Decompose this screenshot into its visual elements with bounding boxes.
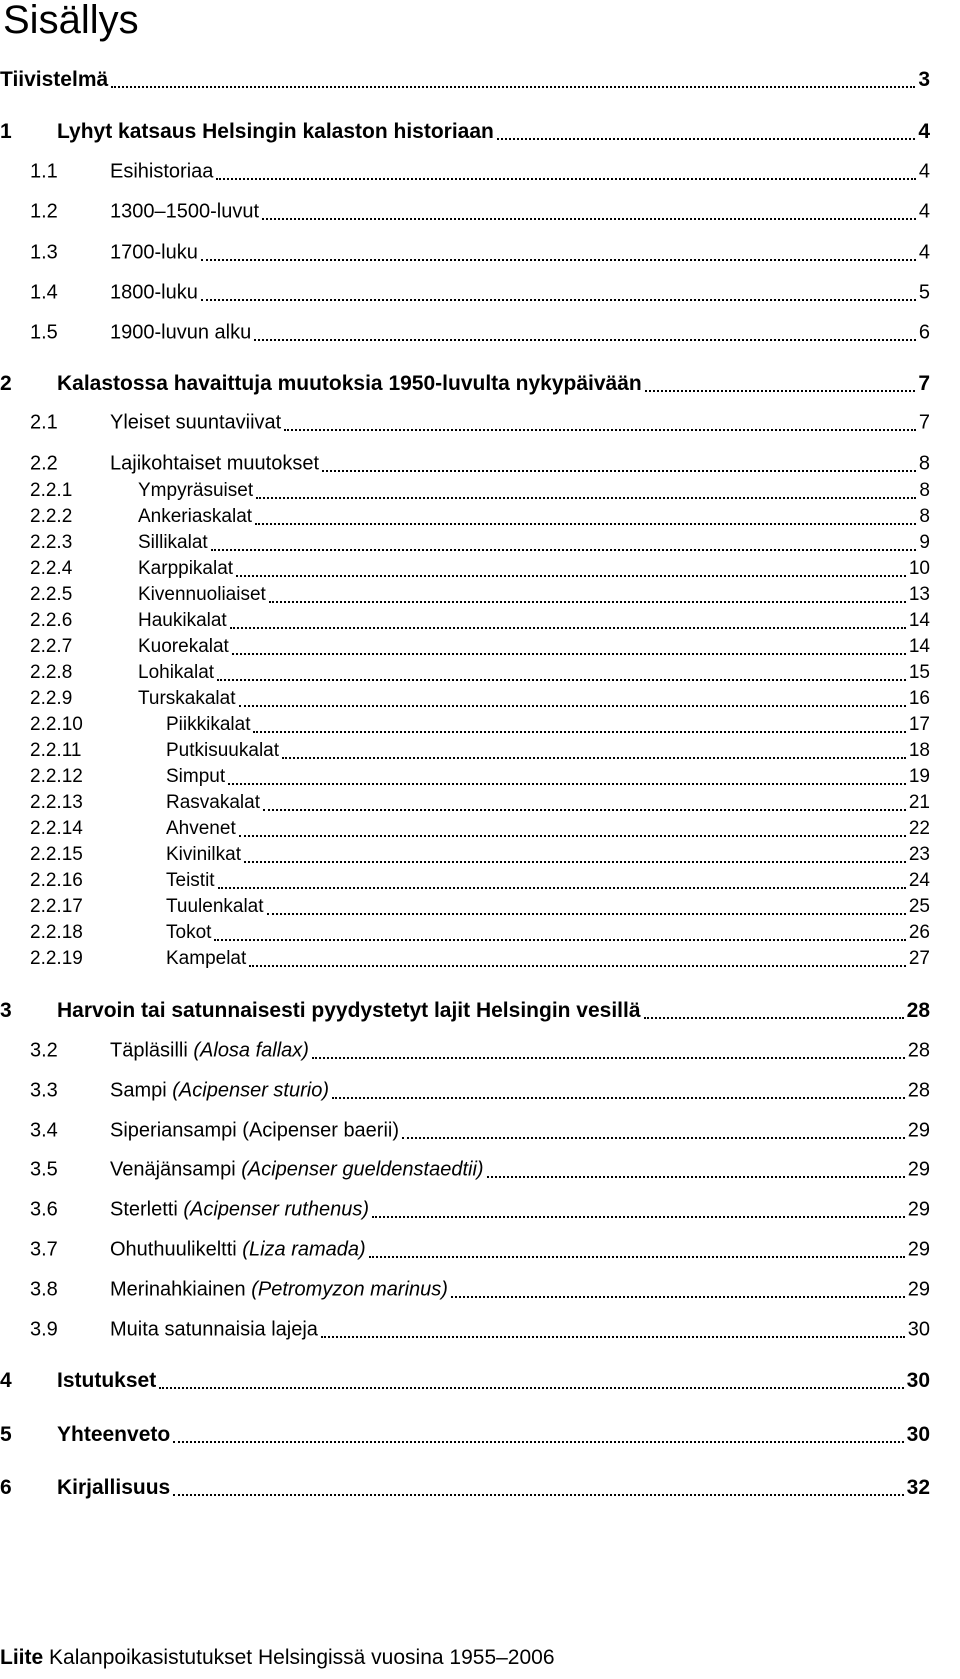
toc-entry-number: 2: [0, 372, 12, 395]
toc-entry-page: 8: [919, 480, 930, 501]
toc-entry-label: 1800-luku: [110, 281, 198, 304]
toc-entry-label: Sterletti (Acipenser ruthenus): [110, 1198, 370, 1221]
toc-entry-label: Rasvakalat: [166, 792, 260, 813]
toc-entry-number: 2.2.13: [30, 792, 83, 813]
toc-entry[interactable]: [0, 449, 930, 479]
toc-dot-leader: [236, 575, 906, 577]
toc-entry-page: 23: [908, 844, 930, 865]
toc-entry-label: Muita satunnaisia lajeja: [110, 1318, 318, 1341]
toc-entry[interactable]: [0, 944, 930, 974]
toc-dot-leader: [487, 1176, 905, 1178]
toc-dot-leader: [239, 835, 906, 837]
toc-entry-page: 26: [908, 922, 930, 943]
toc-entry[interactable]: [0, 1473, 930, 1503]
toc-entry-label: Tuulenkalat: [166, 896, 264, 917]
toc-entry[interactable]: [0, 238, 930, 268]
toc-entry[interactable]: [0, 197, 930, 227]
toc-entry-number: 2.2.6: [30, 610, 73, 631]
toc-entry-label: Ympyräsuiset: [138, 480, 254, 501]
toc-entry-number: 2.2.1: [30, 480, 73, 501]
toc-dot-leader: [232, 653, 906, 655]
toc-entry-number: 2.2: [30, 452, 58, 475]
toc-dot-leader: [321, 1336, 905, 1338]
toc-entry-number: 3.3: [30, 1079, 58, 1102]
toc-entry-number: 2.2.8: [30, 662, 73, 683]
toc-dot-leader: [322, 470, 916, 472]
toc-entry-page: 5: [918, 281, 930, 304]
toc-entry-label: Ankeriaskalat: [138, 506, 253, 527]
toc-dot-leader: [262, 218, 916, 220]
toc-entry-number: 2.2.14: [30, 818, 83, 839]
toc-dot-leader: [369, 1256, 905, 1258]
toc-entry-number: 1.5: [30, 321, 58, 344]
toc-entry-label: Esihistoriaa: [110, 160, 214, 183]
toc-entry-page: 30: [906, 1423, 930, 1446]
toc-dot-leader: [255, 523, 916, 525]
toc-entry[interactable]: [0, 408, 930, 438]
toc-entry-page: 14: [908, 610, 930, 631]
toc-entry[interactable]: [0, 1315, 930, 1345]
toc-entry-number: 2.2.10: [30, 714, 83, 735]
toc-entry-number: 2.2.17: [30, 896, 83, 917]
toc-entry-page: 30: [907, 1318, 930, 1341]
toc-dot-leader: [201, 259, 916, 261]
toc-entry-number: 2.2.2: [30, 506, 73, 527]
toc-entry-page: 29: [907, 1198, 930, 1221]
toc-entry-label: Kirjallisuus: [57, 1476, 171, 1499]
toc-entry-label: Lyhyt katsaus Helsingin kalaston historiaan: [57, 120, 494, 143]
toc-entry-label: Siperiansampi (Acipenser baerii): [110, 1119, 400, 1142]
toc-entry-label: Lohikalat: [138, 662, 215, 683]
toc-entry-label: Teistit: [166, 870, 215, 891]
toc-entry-number: 5: [0, 1423, 12, 1446]
toc-entry-page: 16: [908, 688, 930, 709]
toc-entry-label: Kalastossa havaittuja muutoksia 1950-luvulta nykypäivään: [57, 372, 642, 395]
toc-entry-number: 3.4: [30, 1119, 58, 1142]
toc-entry-page: 29: [907, 1238, 930, 1261]
toc-entry-label: Täpläsilli (Alosa fallax): [110, 1039, 309, 1062]
page-title: Sisällys: [3, 0, 139, 42]
toc-entry-number: 3.7: [30, 1238, 58, 1261]
toc-dot-leader: [263, 809, 906, 811]
toc-entry-number: 1: [0, 120, 12, 143]
toc-dot-leader: [253, 731, 906, 733]
toc-entry-page: 27: [908, 948, 930, 969]
toc-entry-label: Karppikalat: [138, 558, 234, 579]
toc-entry-page: 4: [918, 120, 930, 143]
toc-entry-label: Kuorekalat: [138, 636, 229, 657]
toc-dot-leader: [201, 299, 916, 301]
toc-entry[interactable]: [0, 1076, 930, 1106]
toc-dot-leader: [228, 783, 906, 785]
toc-entry-page: 17: [908, 714, 930, 735]
toc-entry-latin-name: (Liza ramada): [236, 1238, 366, 1261]
toc-entry-number: 6: [0, 1476, 12, 1499]
toc-entry-label: Merinahkiainen (Petromyzon marinus): [110, 1278, 448, 1301]
toc-entry-page: 24: [908, 870, 930, 891]
toc-entry-label: Lajikohtaiset muutokset: [110, 452, 320, 475]
toc-entry-page: 25: [908, 896, 930, 917]
toc-entry-label: 1300–1500-luvut: [110, 200, 260, 223]
toc-entry-label: Sillikalat: [138, 532, 208, 553]
toc-entry-page: 6: [918, 321, 930, 344]
toc-entry-page: 10: [908, 558, 930, 579]
toc-entry-page: 15: [908, 662, 930, 683]
toc-dot-leader: [402, 1137, 905, 1139]
toc-entry-label: 1900-luvun alku: [110, 321, 252, 344]
toc-dot-leader: [497, 138, 915, 140]
toc-entry-latin-name: (Alosa fallax): [187, 1039, 309, 1062]
toc-dot-leader: [216, 178, 916, 180]
toc-dot-leader: [254, 339, 916, 341]
toc-entry-page: 32: [906, 1476, 930, 1499]
toc-entry-number: 2.2.11: [30, 740, 82, 761]
toc-entry[interactable]: [0, 65, 930, 95]
toc-dot-leader: [244, 861, 906, 863]
toc-entry-number: 2.2.12: [30, 766, 83, 787]
toc-entry[interactable]: [0, 278, 930, 308]
toc-entry[interactable]: [0, 1036, 930, 1066]
appendix-text: Kalanpoikasistutukset Helsingissä vuosina 1955–2006: [49, 1646, 555, 1669]
toc-entry-page: 28: [907, 1079, 930, 1102]
toc-entry-label: Venäjänsampi (Acipenser gueldenstaedtii): [110, 1158, 484, 1181]
toc-entry-number: 4: [0, 1369, 12, 1392]
appendix-entry[interactable]: [0, 1646, 555, 1670]
toc-entry-number: 2.2.5: [30, 584, 73, 605]
toc-entry-label: Turskakalat: [138, 688, 236, 709]
toc-entry-number: 1.4: [30, 281, 58, 304]
toc-entry-label: 1700-luku: [110, 241, 198, 264]
toc-entry-label: Harvoin tai satunnaisesti pyydystetyt lajit Helsingin vesillä: [57, 999, 641, 1022]
toc-dot-leader: [451, 1296, 905, 1298]
toc-entry-number: 2.2.7: [30, 636, 73, 657]
toc-entry-label: Putkisuukalat: [166, 740, 280, 761]
toc-entry-label: Kivennuoliaiset: [138, 584, 266, 605]
toc-entry-number: 3.5: [30, 1158, 58, 1181]
toc-entry-label: Simput: [166, 766, 226, 787]
toc-entry-page: 3: [918, 68, 930, 91]
toc-entry-label: Kampelat: [166, 948, 247, 969]
toc-entry-number: 2.2.18: [30, 922, 83, 943]
toc-entry-number: 2.2.4: [30, 558, 73, 579]
toc-dot-leader: [111, 86, 915, 88]
toc-entry-label: Tokot: [166, 922, 212, 943]
toc-entry-label: Kivinilkat: [166, 844, 241, 865]
toc-dot-leader: [214, 939, 906, 941]
toc-dot-leader: [211, 549, 916, 551]
toc-entry[interactable]: [0, 1420, 930, 1450]
toc-entry-page: 28: [906, 999, 930, 1022]
toc-entry[interactable]: [0, 996, 930, 1026]
toc-entry[interactable]: [0, 1155, 930, 1185]
toc-entry-page: 7: [918, 411, 930, 434]
toc-entry-number: 3.2: [30, 1039, 58, 1062]
toc-entry-page: 30: [906, 1369, 930, 1392]
toc-entry-number: 1.1: [30, 160, 58, 183]
toc-entry-label: Yleiset suuntaviivat: [110, 411, 282, 434]
toc-entry[interactable]: [0, 369, 930, 399]
toc-dot-leader: [645, 390, 915, 392]
toc-dot-leader: [644, 1017, 904, 1019]
toc-dot-leader: [269, 601, 906, 603]
toc-entry-label: Haukikalat: [138, 610, 227, 631]
toc-entry-page: 18: [908, 740, 930, 761]
toc-entry-label: Piikkikalat: [166, 714, 251, 735]
toc-entry-page: 7: [918, 372, 930, 395]
toc-entry-number: 3: [0, 999, 12, 1022]
toc-entry-label: Sampi (Acipenser sturio): [110, 1079, 329, 1102]
toc-entry-page: 29: [907, 1158, 930, 1181]
toc-entry[interactable]: [0, 318, 930, 348]
toc-entry-page: 8: [918, 452, 930, 475]
toc-entry-latin-name: (Acipenser sturio): [166, 1079, 329, 1102]
toc-dot-leader: [284, 429, 916, 431]
toc-dot-leader: [312, 1057, 905, 1059]
toc-entry[interactable]: [0, 1235, 930, 1265]
toc-entry-label: Ohuthuulikeltti (Liza ramada): [110, 1238, 366, 1261]
toc-entry-page: 4: [918, 160, 930, 183]
toc-entry-page: 4: [918, 200, 930, 223]
toc-entry-page: 13: [908, 584, 930, 605]
toc-entry-page: 22: [908, 818, 930, 839]
toc-entry-page: 9: [919, 532, 930, 553]
toc-entry-page: 29: [907, 1278, 930, 1301]
toc-dot-leader: [282, 757, 906, 759]
toc-entry-page: 8: [919, 506, 930, 527]
toc-entry-number: 2.2.16: [30, 870, 83, 891]
toc-entry-label: Ahvenet: [166, 818, 236, 839]
toc-dot-leader: [256, 497, 916, 499]
toc-entry[interactable]: [0, 157, 930, 187]
toc-entry[interactable]: [0, 1366, 930, 1396]
toc-dot-leader: [230, 627, 906, 629]
toc-dot-leader: [372, 1216, 905, 1218]
toc-entry-number: 1.3: [30, 241, 58, 264]
toc-entry-latin-name: (Acipenser ruthenus): [177, 1198, 370, 1221]
toc-entry-number: 1.2: [30, 200, 58, 223]
toc-entry-number: 2.1: [30, 411, 58, 434]
toc-entry[interactable]: [0, 1275, 930, 1305]
toc-entry-number: 2.2.15: [30, 844, 83, 865]
toc-dot-leader: [218, 887, 906, 889]
toc-entry-latin-name: (Acipenser gueldenstaedtii): [235, 1158, 484, 1181]
toc-entry-page: 28: [907, 1039, 930, 1062]
toc-entry-number: 2.2.9: [30, 688, 73, 709]
toc-entry[interactable]: [0, 117, 930, 147]
toc-entry-page: 19: [908, 766, 930, 787]
appendix-label: Liite: [0, 1646, 44, 1669]
toc-entry-page: 21: [908, 792, 930, 813]
toc-entry-page: 14: [908, 636, 930, 657]
toc-entry-page: 29: [907, 1119, 930, 1142]
toc-entry-number: 2.2.19: [30, 948, 83, 969]
toc-dot-leader: [217, 679, 906, 681]
toc-dot-leader: [332, 1097, 905, 1099]
toc-entry[interactable]: [0, 1195, 930, 1225]
toc-entry-label: Tiivistelmä: [0, 68, 109, 91]
toc-entry-page: 4: [918, 241, 930, 264]
toc-entry-latin-name: (Petromyzon marinus): [245, 1278, 448, 1301]
toc-dot-leader: [249, 965, 906, 967]
toc-entry-number: 3.8: [30, 1278, 58, 1301]
toc-dot-leader: [159, 1387, 904, 1389]
toc-entry-number: 3.6: [30, 1198, 58, 1221]
toc-dot-leader: [173, 1494, 904, 1496]
toc-dot-leader: [173, 1441, 904, 1443]
toc-entry-number: 3.9: [30, 1318, 58, 1341]
toc-dot-leader: [239, 705, 906, 707]
toc-entry-label: Yhteenveto: [57, 1423, 171, 1446]
toc-entry-number: 2.2.3: [30, 532, 73, 553]
toc-dot-leader: [267, 913, 906, 915]
toc-entry-label: Istutukset: [57, 1369, 157, 1392]
toc-entry[interactable]: [0, 1116, 930, 1146]
